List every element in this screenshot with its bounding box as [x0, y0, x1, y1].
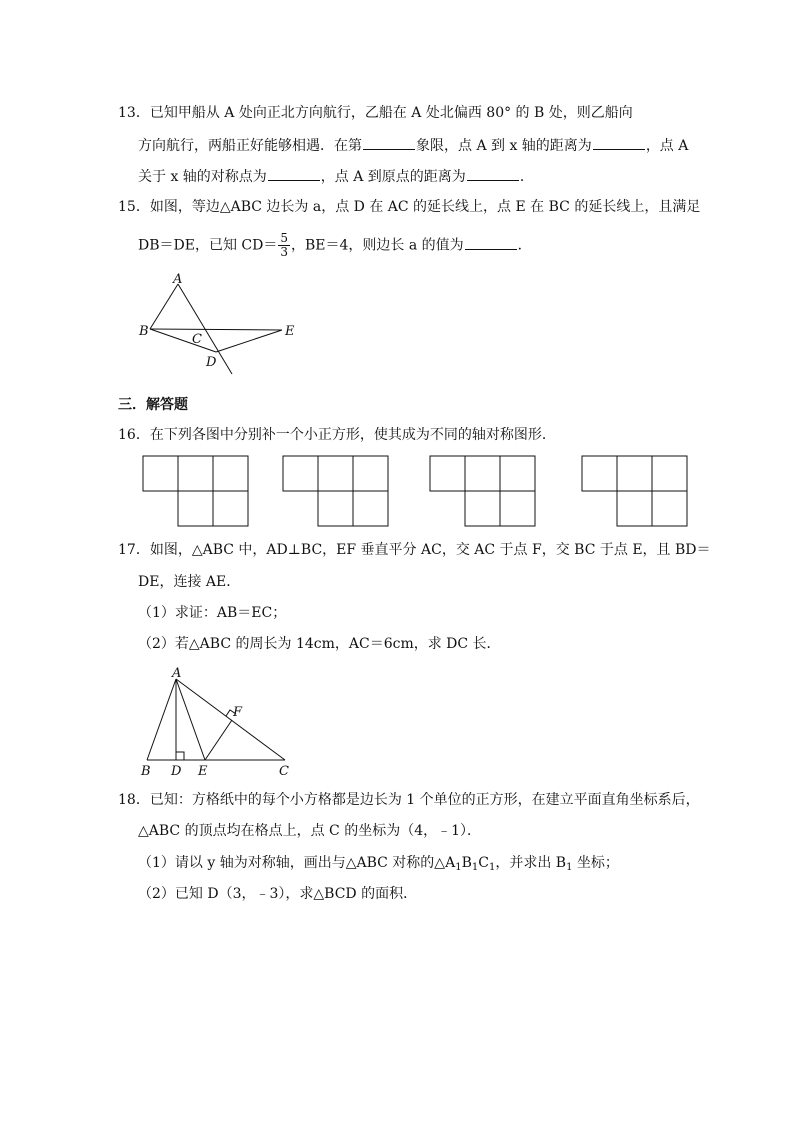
- label-b: B: [141, 764, 151, 779]
- right-angle-mark-d: [176, 752, 184, 760]
- label-e: E: [198, 764, 208, 779]
- q13-line1: 13．已知甲船从 A 处向正北方向航行，乙船在 A 处北偏西 80° 的 B 处，则乙船向: [118, 105, 633, 121]
- fraction-numerator: 5: [280, 231, 288, 245]
- q18-part1-c: C: [478, 855, 489, 871]
- q18-line1: 18．已知：方格纸中的每个小方格都是边长为 1 个单位的正方形，在建立平面直角坐标系后，: [118, 792, 700, 808]
- q15-line2-a: DB＝DE，已知 CD＝: [138, 237, 278, 254]
- q17-part1: （1）求证：AB＝EC；: [138, 605, 287, 621]
- q13-line2-a: 方向航行，两船正好能够相遇．在第: [138, 138, 362, 154]
- fraction-denominator: 3: [280, 245, 288, 259]
- q18-part1-d: ，并求出 B: [495, 855, 567, 871]
- section-heading: 三．解答题: [118, 397, 188, 413]
- q18-line2: △ABC 的顶点均在格点上，点 C 的坐标为（4，﹣1）．: [138, 823, 482, 839]
- q18-part2: （2）已知 D（3，﹣3），求△BCD 的面积．: [138, 886, 418, 902]
- label-d: D: [206, 355, 217, 370]
- q13-line3-a: 关于 x 轴的对称点为: [138, 169, 267, 185]
- label-c: C: [279, 764, 289, 779]
- subscript: 1: [455, 862, 462, 873]
- q18-part1: [138, 854, 619, 877]
- q15-line1: 15．如图，等边△ABC 边长为 a，点 D 在 AC 的延长线上，点 E 在 BC 的延长线上，且满足: [118, 199, 701, 215]
- q18-part1-b: B: [461, 855, 472, 871]
- q13-line2-b: 象限，点 A 到 x 轴的距离为: [416, 138, 592, 154]
- label-c: C: [192, 332, 202, 347]
- label-b: B: [139, 324, 149, 339]
- label-e: E: [285, 324, 295, 339]
- segment-ac: [176, 679, 285, 760]
- label-f: F: [233, 705, 243, 720]
- segment-ab: [147, 679, 176, 760]
- label-d: D: [171, 764, 182, 779]
- subscript: 1: [566, 862, 573, 873]
- q17-part2: （2）若△ABC 的周长为 14cm，AC＝6cm，求 DC 长．: [138, 636, 501, 652]
- label-a: A: [173, 272, 183, 287]
- segment-ef: [205, 720, 232, 760]
- q17-line1: 17．如图，△ABC 中，AD⊥BC，EF 垂直平分 AC，交 AC 于点 F，交 BC 于点 E，且 BD＝: [118, 542, 711, 558]
- q13-line2-c: ，点 A: [645, 138, 689, 154]
- label-a: A: [172, 666, 182, 681]
- segment-ae: [176, 679, 205, 760]
- q13-line3-c: ．: [519, 169, 534, 185]
- q16-text: 16．在下列各图中分别补一个小正方形，使其成为不同的轴对称图形．: [118, 427, 556, 443]
- subscript: 1: [488, 862, 496, 873]
- q15-line2-c: ．: [517, 237, 532, 254]
- subscript: 1: [471, 862, 479, 873]
- q18-part1-e: 坐标；: [572, 855, 619, 871]
- q15-line2-b: ，BE＝4，则边长 a 的值为: [290, 237, 464, 254]
- q17-line2: DE，连接 AE．: [138, 574, 241, 590]
- q18-part1-a: （1）请以 y 轴为对称轴，画出与△ABC 对称的△A: [138, 855, 456, 871]
- q13-line3-b: ，点 A 到原点的距离为: [320, 169, 466, 185]
